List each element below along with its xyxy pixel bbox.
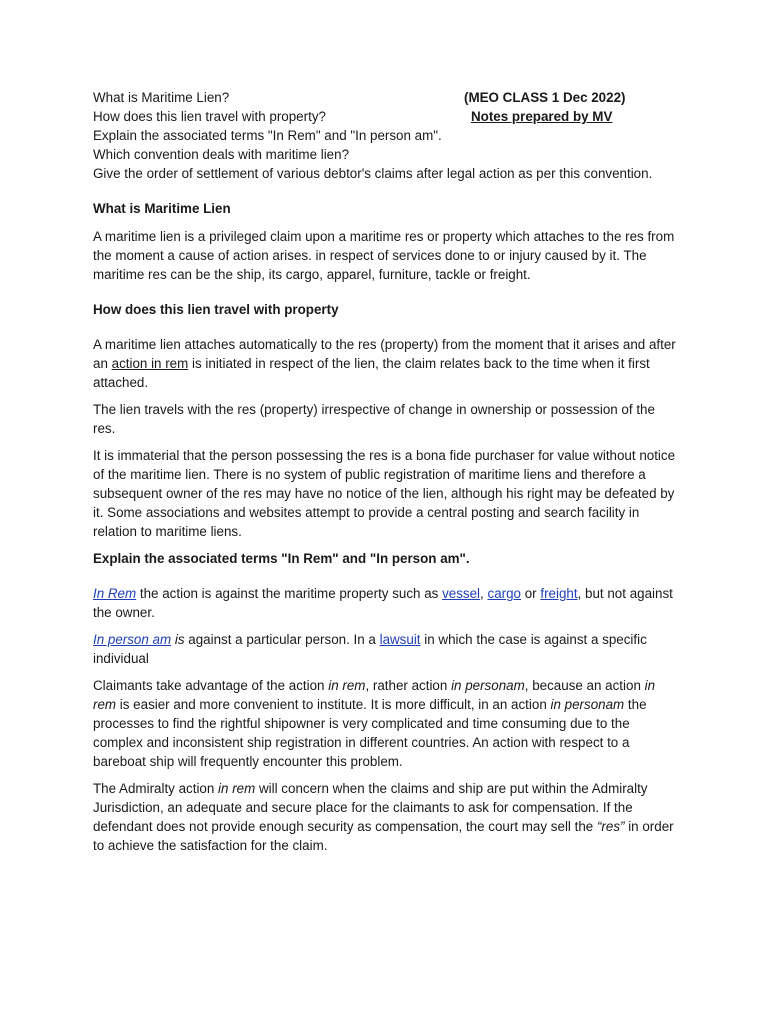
paragraph-definition: A maritime lien is a privileged claim upon a maritime res or property which attaches to the res from the moment a cause of action arises. in respect of services done to or injury caused by it. The maritime res can be the ship, its cargo, apparel, furniture, tackle or freight. (93, 229, 675, 282)
section-heading-lien-travel: How does this lien travel with property (93, 302, 339, 317)
paragraph-lien-travels: The lien travels with the res (property) irrespective of change in ownership or possession of the res. (93, 402, 655, 436)
freight-link[interactable]: freight (540, 586, 578, 601)
question-1: What is Maritime Lien? (93, 90, 230, 105)
action-in-rem-link[interactable]: action in rem (111, 356, 189, 371)
question-3: Explain the associated terms "In Rem" and "In person am". (93, 128, 442, 143)
exam-label: (MEO CLASS 1 Dec 2022) (464, 90, 626, 105)
paragraph-lien-attaches: A maritime lien attaches automatically to the res (property) from the moment that it arises and after an action in rem is initiated in respect of the lien, the claim relates back to the time when it first attached. (93, 337, 676, 390)
lawsuit-link[interactable]: lawsuit (379, 632, 421, 647)
paragraph-claimants: Claimants take advantage of the action in rem, rather action in personam, because an action in rem is easier and more convenient to institute. It is more difficult, in an action in personam the processes to find the rightful shipowner is very complicated and time consuming due to the complex and inconsistent ship registration in different countries. An action with respect to a bareboat ship will frequently encounter this problem. (93, 678, 656, 769)
paragraph-in-rem: In Rem the action is against the maritime property such as vessel, cargo or freight, but not against the owner. (93, 586, 673, 620)
question-5: Give the order of settlement of various debtor's claims after legal action as per this convention. (93, 166, 653, 181)
header-line-2 (93, 107, 678, 126)
header-line-1 (93, 88, 678, 107)
section-heading-terms: Explain the associated terms "In Rem" and "In person am". (93, 551, 470, 566)
section-heading-maritime-lien: What is Maritime Lien (93, 201, 231, 216)
question-4: Which convention deals with maritime lien? (93, 147, 350, 162)
in-person-am-link[interactable]: In person am (93, 632, 172, 647)
document-body (93, 88, 678, 855)
paragraph-bona-fide: It is immaterial that the person possessing the res is a bona fide purchaser for value without notice of the maritime lien. There is no system of public registration of maritime liens and therefore a subsequent owner of the res may have no notice of the lien, although his right may be defeated by it. Some associations and websites attempt to provide a central posting and search facility in relation to maritime liens. (93, 448, 676, 539)
paragraph-admiralty: The Admiralty action in rem will concern when the claims and ship are put within the Admiralty Jurisdiction, an adequate and secure place for the claimants to ask for compensation. If the defendant does not provide enough security as compensation, the court may sell the “res” in order to achieve the satisfaction for the claim. (93, 781, 674, 853)
cargo-link[interactable]: cargo (487, 586, 521, 601)
question-2: How does this lien travel with property? (93, 109, 326, 124)
in-rem-link[interactable]: In Rem (93, 586, 137, 601)
paragraph-in-personam: In person am is against a particular person. In a lawsuit in which the case is against a specific individual (93, 632, 647, 666)
vessel-link[interactable]: vessel (442, 586, 481, 601)
author-note: Notes prepared by MV (471, 109, 613, 124)
